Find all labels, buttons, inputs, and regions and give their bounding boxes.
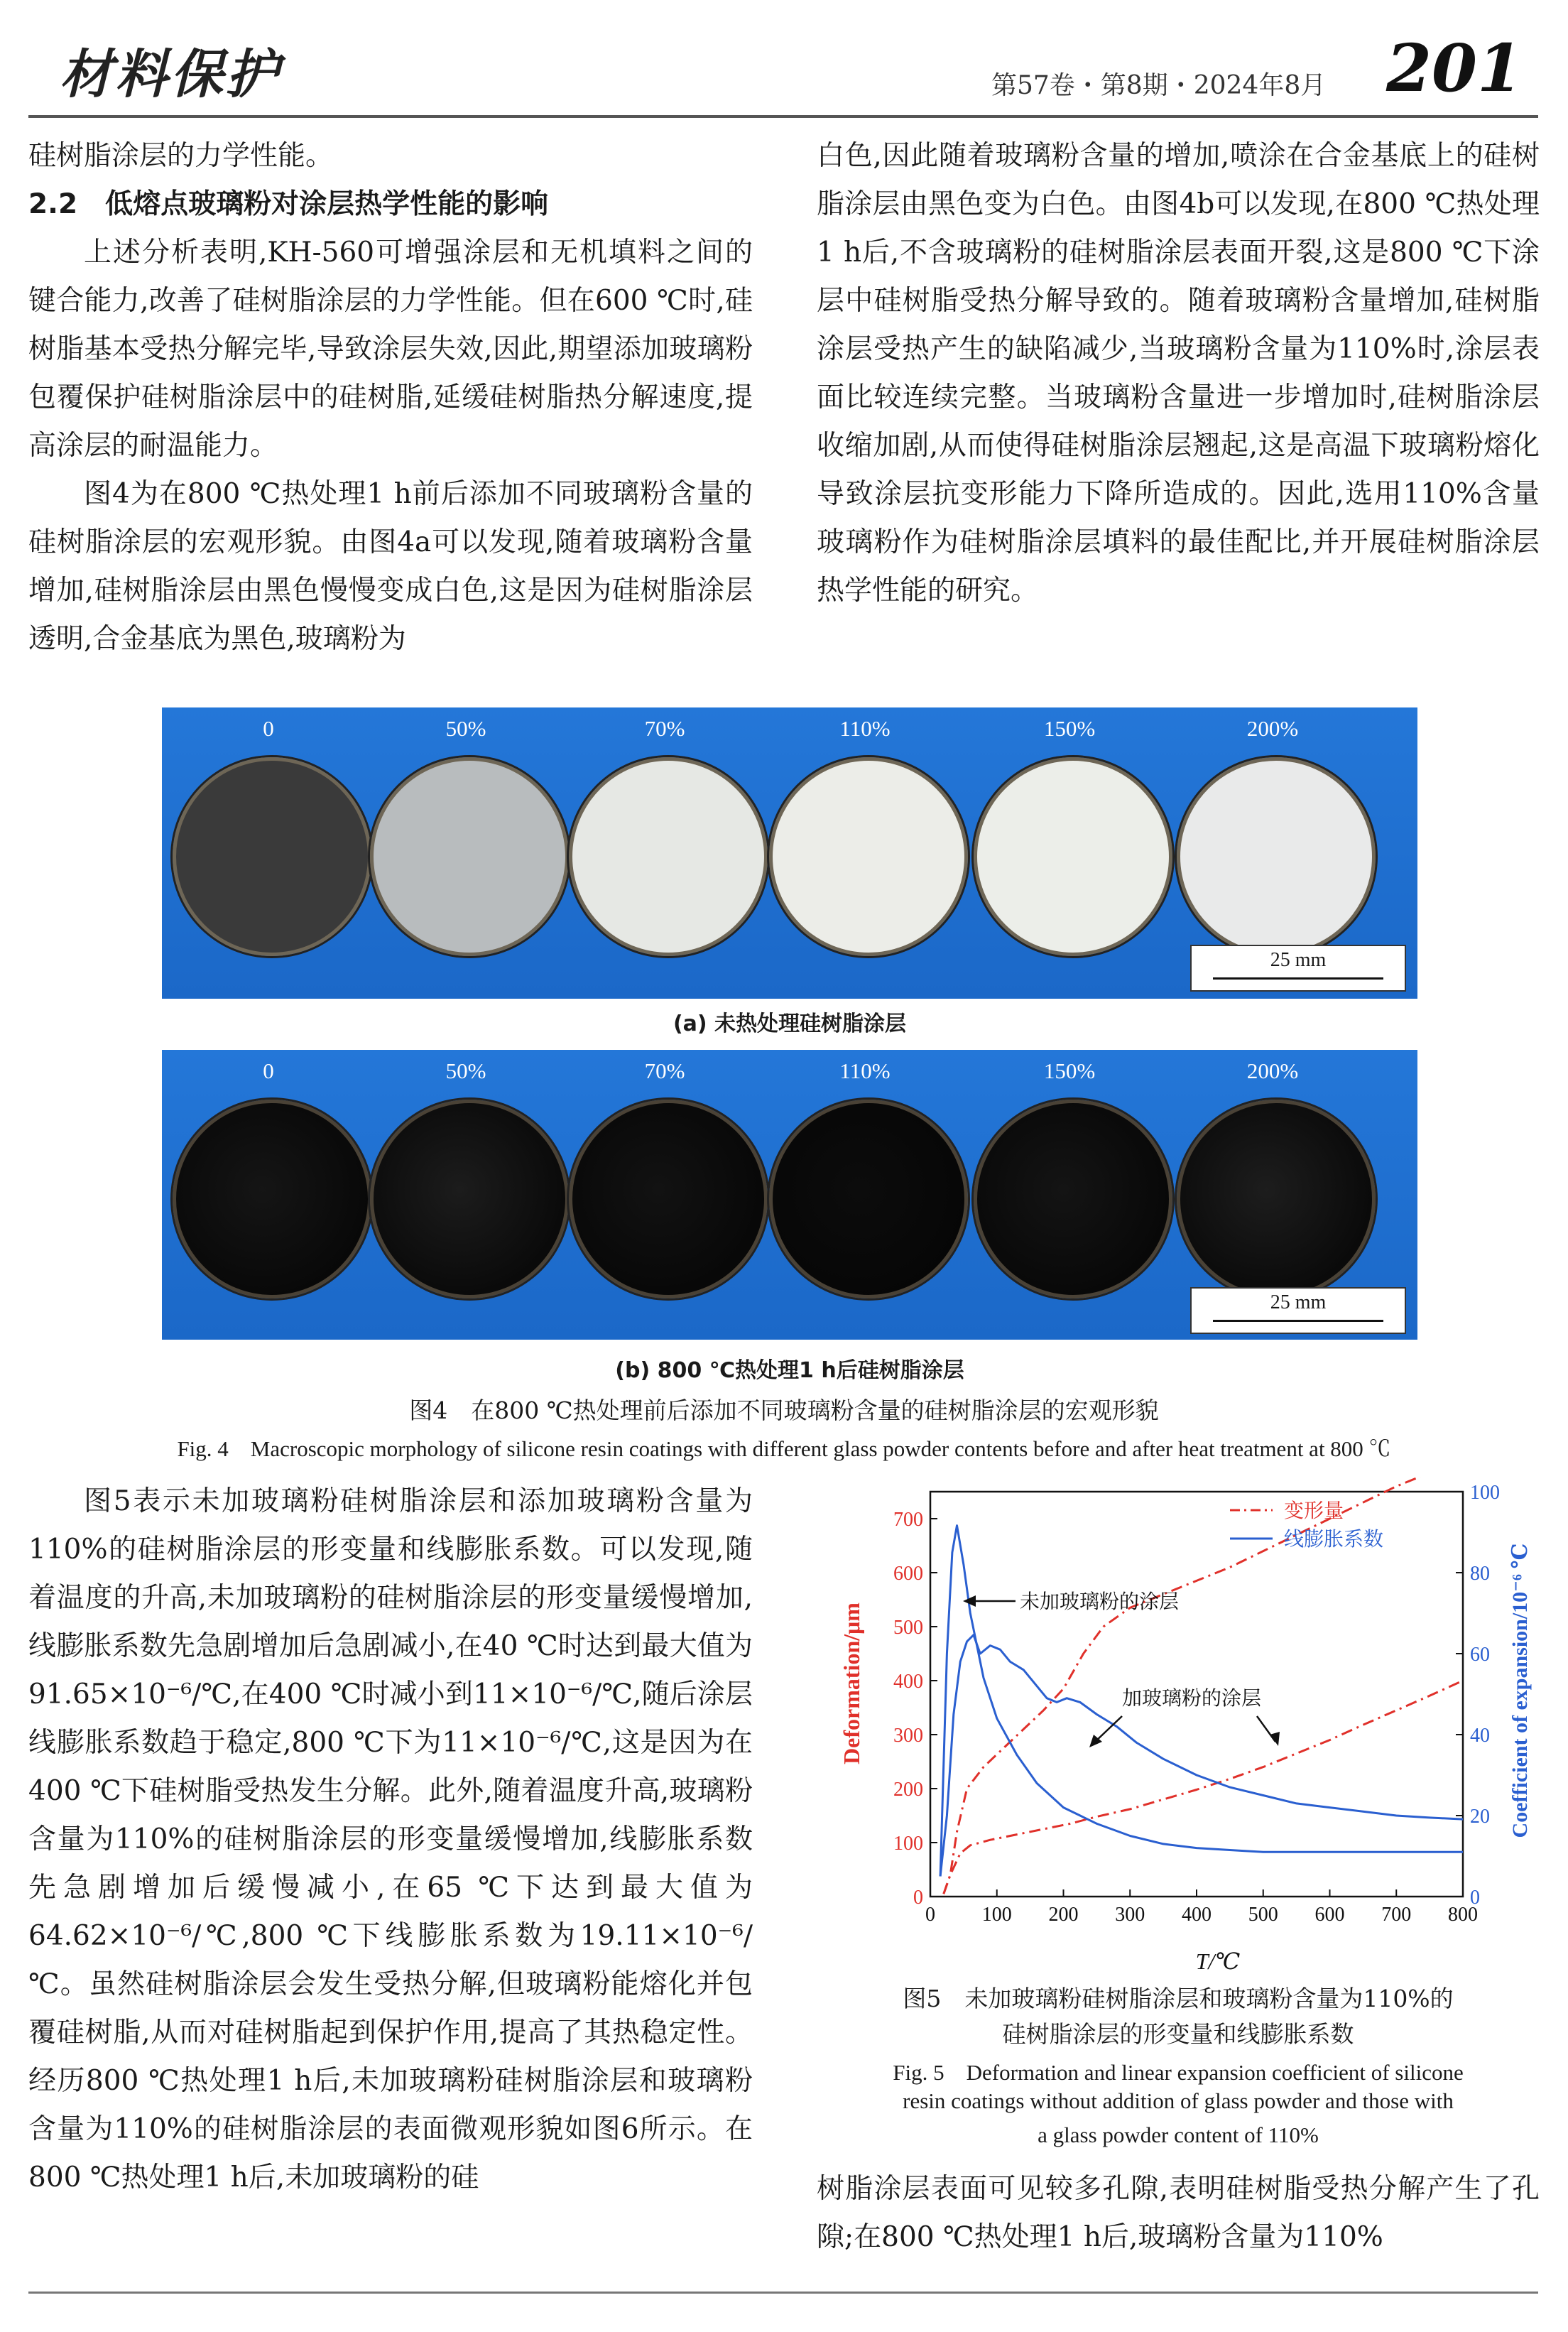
x-tick-label-5: 500 [1248, 1904, 1278, 1926]
fig4b-label-5: 200% [1246, 1058, 1299, 1083]
fig4b-sample-disk-2 [569, 1100, 768, 1298]
paragraph: 图5表示未加玻璃粉硅树脂涂层和添加玻璃粉含量为110%的硅树脂涂层的形变量和线膨胀系数。可以发现,随着温度的升高,未加玻璃粉的硅树脂涂层的形变量缓慢增加,线膨胀系数先急剧增加后急剧减小,在40 ℃时达到最大值为91.65×10⁻⁶/℃,在400 ℃时减小到11×10⁻⁶/℃,随后涂层线膨胀系数趋于稳定,800 ℃下为11×10⁻⁶/℃,这是因为在400 ℃下硅树脂受热发生分解。此外,随着温度升高,玻璃粉含量为110%的硅树脂涂层的形变量缓慢增加,线膨胀系数先急剧增加后缓慢减小,在65 ℃下达到最大值为64.62×10⁻⁶/℃,800 ℃下线膨胀系数为19.11×10⁻⁶/℃。虽然硅树脂涂层会发生受热分解,但玻璃粉能熔化并包覆硅树脂,从而对硅树脂起到保护作用,提高了其热稳定性。经历800 ℃热处理1 h后,未加玻璃粉硅树脂涂层和玻璃粉含量为110%的硅树脂涂层的表面微观形貌如图6所示。在800 ℃热处理1 h后,未加玻璃粉的硅 [28, 1485, 753, 2193]
right-column-top [817, 132, 1540, 615]
figure5-caption-en-2: resin coatings without addition of glass powder and those with [903, 2088, 1454, 2113]
footer-rule [28, 2292, 1538, 2294]
fig4a-label-5: 200% [1246, 716, 1299, 741]
fig4b-label-4: 150% [1043, 1058, 1096, 1083]
y-left-tick-label-7: 700 [893, 1509, 923, 1531]
y-right-tick-label-0: 0 [1470, 1887, 1480, 1909]
figure5-caption-en-1: Fig. 5 Deformation and linear expansion coefficient of silicone [893, 2060, 1464, 2085]
fig4a-label-2: 70% [644, 716, 685, 741]
y-left-tick-label-4: 400 [893, 1671, 923, 1693]
fig4a-scale-bar [1190, 945, 1406, 992]
journal-logo: 材料保护 [60, 44, 281, 105]
page-number: 201 [1386, 30, 1523, 107]
paragraph: 上述分析表明,KH-560可增强涂层和无机填料之间的键合能力,改善了硅树脂涂层的力学性能。但在600 ℃时,硅树脂基本受热分解完毕,导致涂层失效,因此,期望添加玻璃粉包覆保护硅树脂涂层中的硅树脂,延缓硅树脂热分解速度,提高涂层的耐温能力。 [28, 237, 753, 462]
paragraph: 硅树脂涂层的力学性能。 [28, 140, 334, 172]
y-right-tick-label-3: 60 [1470, 1644, 1490, 1666]
y-left-tick-label-0: 0 [913, 1887, 923, 1909]
fig4a-sample-disk-4 [974, 757, 1172, 956]
issue-info: 第57卷・第8期・2024年8月 [991, 71, 1327, 100]
y-left-tick-label-2: 200 [893, 1779, 923, 1801]
x-tick-label-2: 200 [1048, 1904, 1079, 1926]
fig4b-label-2: 70% [644, 1058, 685, 1083]
fig4b-sample-disk-3 [769, 1100, 968, 1298]
fig4a-label-1: 50% [445, 716, 486, 741]
y-right-tick-label-4: 80 [1470, 1563, 1490, 1585]
legend-deformation: 变形量 [1284, 1500, 1344, 1522]
figure5-chart [824, 1477, 1541, 1975]
section-heading: 2.2 低熔点玻璃粉对涂层热学性能的影响 [28, 188, 549, 220]
y-left-tick-label-1: 100 [893, 1833, 923, 1855]
y-right-tick-label-2: 40 [1470, 1725, 1490, 1747]
fig4b-label-0: 0 [263, 1058, 274, 1083]
x-tick-label-7: 700 [1381, 1904, 1412, 1926]
fig4a-label-4: 150% [1043, 716, 1096, 741]
annotation-with-glass: 加玻璃粉的涂层 [1122, 1688, 1262, 1710]
fig4b-scale-bar [1190, 1287, 1406, 1334]
y-left-tick-label-3: 300 [893, 1725, 923, 1747]
fig4a-sample-disk-1 [370, 757, 569, 956]
fig4b-sample-disk-4 [974, 1100, 1172, 1298]
fig4b-sample-disk-0 [173, 1100, 371, 1298]
fig4a-label-3: 110% [839, 716, 891, 741]
x-tick-label-0: 0 [925, 1904, 935, 1926]
legend-expansion: 线膨胀系数 [1284, 1529, 1384, 1551]
header-rule [28, 115, 1538, 118]
fig4b-label-3: 110% [839, 1058, 891, 1083]
series-line-0 [944, 1681, 1463, 1894]
fig4a-sample-disk-3 [769, 757, 968, 956]
left-column-top [28, 132, 753, 663]
x-tick-label-3: 300 [1115, 1904, 1145, 1926]
paragraph: 树脂涂层表面可见较多孔隙,表明硅树脂受热分解产生了孔隙;在800 ℃热处理1 h后,玻璃粉含量为110% [817, 2173, 1540, 2253]
figure4-caption-cn: 图4 在800 ℃热处理前后添加不同玻璃粉含量的硅树脂涂层的宏观形貌 [409, 1397, 1159, 1424]
right-column-bottom [817, 2165, 1540, 2262]
x-tick-label-8: 800 [1448, 1904, 1478, 1926]
figure4b-caption: (b) 800 ℃热处理1 h后硅树脂涂层 [615, 1358, 964, 1383]
x-tick-label-4: 400 [1182, 1904, 1212, 1926]
y-left-tick-label-5: 500 [893, 1617, 923, 1639]
y-left-tick-label-6: 600 [893, 1563, 923, 1585]
fig4b-scale-line [1213, 1320, 1383, 1322]
fig4b-sample-disk-5 [1177, 1100, 1376, 1298]
fig4b-scale-label: 25 mm [1270, 1291, 1327, 1313]
figure4a-caption: (a) 未热处理硅树脂涂层 [673, 1012, 907, 1036]
figure5-caption-en-3: a glass powder content of 110% [1038, 2122, 1319, 2147]
y-right-tick-label-1: 20 [1470, 1806, 1490, 1828]
fig4b-sample-disk-1 [370, 1100, 569, 1298]
y-right-tick-label-5: 100 [1470, 1482, 1500, 1504]
figure5-caption-cn-1: 图5 未加玻璃粉硅树脂涂层和玻璃粉含量为110%的 [903, 1985, 1454, 2012]
y-axis-label-right: Coefficient of expansion/10⁻⁶ ℃ [1508, 1543, 1532, 1838]
fig4a-sample-disk-2 [569, 757, 768, 956]
paragraph: 图4为在800 ℃热处理1 h前后添加不同玻璃粉含量的硅树脂涂层的宏观形貌。由图4a可以发现,随着玻璃粉含量增加,硅树脂涂层由黑色慢慢变成白色,这是因为硅树脂涂层透明,合金基底为黑色,玻璃粉为 [28, 478, 753, 655]
fig4a-scale-label: 25 mm [1270, 949, 1327, 971]
fig4a-scale-line [1213, 977, 1383, 980]
fig4a-sample-disk-5 [1177, 757, 1376, 956]
y-axis-label-left: Deformation/μm [839, 1602, 864, 1764]
annotation-no-glass: 未加玻璃粉的涂层 [1020, 1591, 1180, 1613]
figure4-caption-en: Fig. 4 Macroscopic morphology of silicone resin coatings with different glass powder contents before and after heat treatment at 800 ℃ [177, 1436, 1391, 1461]
paragraph: 白色,因此随着玻璃粉含量的增加,喷涂在合金基底上的硅树脂涂层由黑色变为白色。由图4b可以发现,在800 ℃热处理1 h后,不含玻璃粉的硅树脂涂层表面开裂,这是800 ℃下涂层中硅树脂受热分解导致的。随着玻璃粉含量增加,硅树脂涂层受热产生的缺陷减少,当玻璃粉含量为110%时,涂层表面比较连续完整。当玻璃粉含量进一步增加时,硅树脂涂层收缩加剧,从而使得硅树脂涂层翘起,这是高温下玻璃粉熔化导致涂层抗变形能力下降所造成的。因此,选用110%含量玻璃粉作为硅树脂涂层填料的最佳配比,并开展硅树脂涂层热学性能的研究。 [817, 140, 1540, 607]
left-column-bottom [28, 1477, 753, 2202]
fig4a-label-0: 0 [263, 716, 274, 741]
x-tick-label-1: 100 [981, 1904, 1012, 1926]
annotation-arrowhead-2a [1270, 1732, 1280, 1746]
figure4a-photo [162, 707, 1417, 999]
figure4b-photo [162, 1050, 1417, 1340]
x-tick-label-6: 600 [1314, 1904, 1345, 1926]
fig4a-sample-disk-0 [173, 757, 371, 956]
series-line-1 [944, 1477, 1463, 1894]
x-axis-label: T/℃ [1195, 1948, 1241, 1974]
figure5-caption-cn-2: 硅树脂涂层的形变量和线膨胀系数 [1002, 2020, 1354, 2048]
fig4b-label-1: 50% [445, 1058, 486, 1083]
